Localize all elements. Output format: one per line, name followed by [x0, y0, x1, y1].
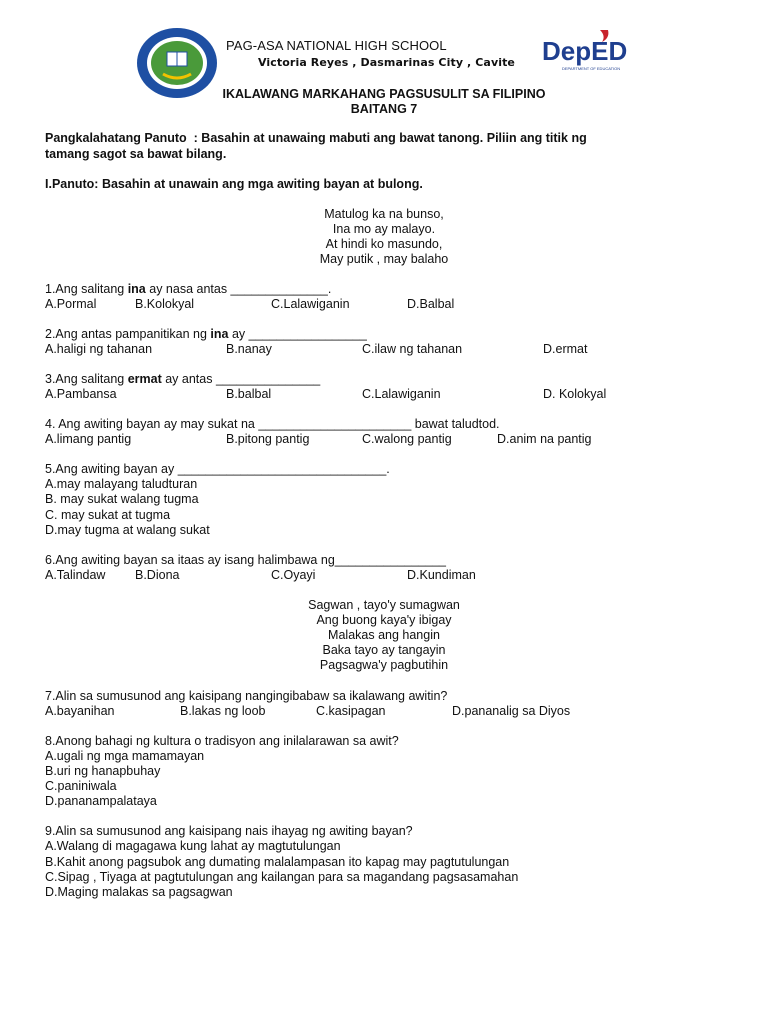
- q6-option-a: A.Talindaw: [45, 568, 106, 582]
- question-text: 3.Ang salitang: [45, 372, 128, 386]
- q1-option-a: A.Pormal: [45, 297, 97, 311]
- general-instructions-text: Basahin at unawaing mabuti ang bawat tanong. Piliin ang titik ng: [197, 131, 587, 145]
- q5-option-d: D.may tugma at walang sukat: [45, 523, 210, 537]
- question-8: 8.Anong bahagi ng kultura o tradisyon ang inilalarawan sa awit?: [45, 734, 399, 748]
- q5-option-b: B. may sukat walang tugma: [45, 492, 199, 506]
- q3-option-c: C.Lalawiganin: [362, 387, 441, 401]
- q2-option-a: A.haligi ng tahanan: [45, 342, 153, 356]
- song2-line: Baka tayo ay tangayin: [322, 643, 446, 657]
- q7-option-d: D.pananalig sa Diyos: [452, 704, 571, 718]
- q7-option-a: A.bayanihan: [45, 704, 115, 718]
- q1-option-b: B.Kolokyal: [135, 297, 195, 311]
- question-9: 9.Alin sa sumusunod ang kaisipang nais ihayag ng awiting bayan?: [45, 824, 413, 838]
- school-address: Victoria Reyes , Dasmarinas City , Cavite: [258, 56, 515, 69]
- q7-option-c: C.kasipagan: [316, 704, 386, 718]
- q9-option-c: C.Sipag , Tiyaga at pagtutulungan ang kailangan para sa magandang pagsasamahan: [45, 870, 519, 884]
- q6-option-c: C.Oyayi: [271, 568, 316, 582]
- q6-option-d: D.Kundiman: [407, 568, 476, 582]
- school-name: PAG-ASA NATIONAL HIGH SCHOOL: [226, 38, 447, 53]
- song1-line: Matulog ka na bunso,: [324, 207, 444, 221]
- part1-instructions: I.Panuto: Basahin at unawain ang mga awiting bayan at bulong.: [45, 177, 423, 191]
- question-4: 4. Ang awiting bayan ay may sukat na ______________________ bawat taludtod.: [45, 417, 500, 431]
- q4-option-c: C.walong pantig: [362, 432, 452, 446]
- question-7: 7.Alin sa sumusunod ang kaisipang nangingibabaw sa ikalawang awitin?: [45, 689, 448, 703]
- q6-option-b: B.Diona: [135, 568, 180, 582]
- q1-option-c: C.Lalawiganin: [271, 297, 350, 311]
- general-instructions-label: Pangkalahatang Panuto :: [45, 131, 198, 145]
- q8-option-d: D.pananampalataya: [45, 794, 157, 808]
- q4-option-b: B.pitong pantig: [226, 432, 310, 446]
- q2-option-d: D.ermat: [543, 342, 588, 356]
- question-text: ay antas _______________: [161, 372, 321, 386]
- question-2: [45, 327, 367, 342]
- q5-option-a: A.may malayang taludturan: [45, 477, 198, 491]
- q4-option-a: A.limang pantig: [45, 432, 132, 446]
- general-instructions-line1: [45, 131, 587, 146]
- song2-line: Sagwan , tayo'y sumagwan: [308, 598, 460, 612]
- song1-line: At hindi ko masundo,: [325, 237, 443, 251]
- q2-option-c: C.ilaw ng tahanan: [362, 342, 463, 356]
- q3-option-d: D. Kolokyal: [543, 387, 607, 401]
- q9-option-d: D.Maging malakas sa pagsagwan: [45, 885, 233, 899]
- deped-logo-text: DepED: [542, 36, 628, 66]
- q1-option-d: D.Balbal: [407, 297, 455, 311]
- song1-line: Ina mo ay malayo.: [332, 222, 436, 236]
- deped-logo: [540, 28, 628, 74]
- song2-line: Pagsagwa'y pagbutihin: [319, 658, 449, 672]
- q4-option-d: D.anim na pantig: [497, 432, 592, 446]
- question-3: [45, 372, 320, 387]
- q2-option-b: B.nanay: [226, 342, 272, 356]
- question-keyword: ermat: [127, 372, 162, 386]
- q9-option-a: A.Walang di magagawa kung lahat ay magtutulungan: [45, 839, 341, 853]
- question-1: [45, 282, 331, 297]
- q3-option-b: B.balbal: [226, 387, 272, 401]
- q3-option-a: A.Pambansa: [45, 387, 117, 401]
- question-5: 5.Ang awiting bayan ay ______________________________.: [45, 462, 390, 476]
- q7-option-b: B.lakas ng loob: [180, 704, 266, 718]
- question-text: ay nasa antas ______________.: [145, 282, 332, 296]
- song1-line: May putik , may balaho: [319, 252, 449, 266]
- question-text: 1.Ang salitang: [45, 282, 128, 296]
- question-keyword: ina: [210, 327, 229, 341]
- song2-line: Malakas ang hangin: [328, 628, 440, 642]
- q8-option-a: A.ugali ng mga mamamayan: [45, 749, 205, 763]
- exam-title: IKALAWANG MARKAHANG PAGSUSULIT SA FILIPINO: [222, 87, 546, 101]
- question-keyword: ina: [127, 282, 146, 296]
- question-6: 6.Ang awiting bayan sa itaas ay isang halimbawa ng________________: [45, 553, 446, 567]
- deped-logo-subtext: DEPARTMENT OF EDUCATION: [562, 66, 621, 71]
- question-text: 2.Ang antas pampanitikan ng: [45, 327, 211, 341]
- q5-option-c: C. may sukat at tugma: [45, 508, 171, 522]
- q8-option-b: B.uri ng hanapbuhay: [45, 764, 161, 778]
- general-instructions-line2: tamang sagot sa bawat bilang.: [45, 147, 227, 161]
- question-text: ay _________________: [228, 327, 367, 341]
- q9-option-b: B.Kahit anong pagsubok ang dumating malalampasan ito kapag may pagtutulungan: [45, 855, 510, 869]
- grade-level: BAITANG 7: [350, 102, 418, 116]
- q8-option-c: C.paniniwala: [45, 779, 117, 793]
- song2-line: Ang buong kaya'y ibigay: [316, 613, 452, 627]
